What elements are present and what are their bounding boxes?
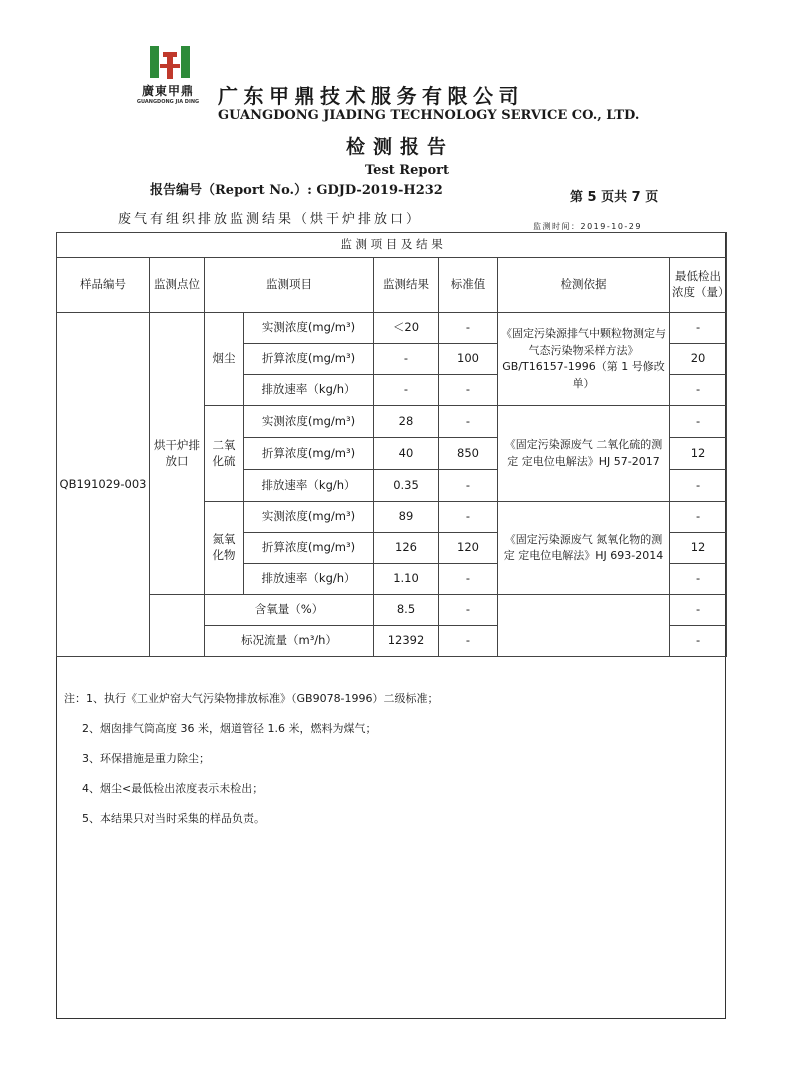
item-cell: 排放速率（kg/h）: [244, 470, 374, 502]
group-name-so2: 二氧化硫: [205, 406, 244, 502]
standard-cell: -: [439, 313, 498, 344]
header-result: 监测结果: [374, 258, 439, 313]
standard-cell: -: [439, 406, 498, 438]
limit-cell: -: [670, 502, 727, 533]
group-name-dust: 烟尘: [205, 313, 244, 406]
result-cell: 1.10: [374, 564, 439, 595]
sample-id-cell: QB191029-003: [57, 313, 150, 657]
limit-cell: -: [670, 313, 727, 344]
result-cell: -: [374, 375, 439, 406]
company-logo-icon: [148, 44, 192, 82]
result-cell: 40: [374, 438, 439, 470]
standard-cell: -: [439, 375, 498, 406]
group-name-nox: 氮氧化物: [205, 502, 244, 595]
company-name-chinese: 广东甲鼎技术服务有限公司: [218, 84, 524, 108]
limit-cell: 20: [670, 344, 727, 375]
notes-block: [64, 684, 439, 834]
report-number: 报告编号（Report No.）: GDJD-2019-H232: [150, 183, 443, 198]
standard-cell: 850: [439, 438, 498, 470]
item-cell: 折算浓度(mg/m³): [244, 344, 374, 375]
logo-chinese-text: 廣東甲鼎: [141, 84, 194, 98]
note-item: 5、本结果只对当时采集的样品负责。: [82, 812, 265, 825]
result-cell: 0.35: [374, 470, 439, 502]
result-cell: -: [374, 344, 439, 375]
item-cell: 折算浓度(mg/m³): [244, 438, 374, 470]
note-item: 4、烟尘<最低检出浓度表示未检出；: [82, 782, 264, 795]
note-item: 2、烟囱排气筒高度 36 米，烟道管径 1.6 米，燃料为煤气；: [82, 722, 377, 735]
item-cell: 排放速率（kg/h）: [244, 564, 374, 595]
item-cell: 实测浓度(mg/m³): [244, 313, 374, 344]
page-number: 第 5 页共 7 页: [570, 190, 659, 205]
limit-cell: -: [670, 406, 727, 438]
standard-cell: 100: [439, 344, 498, 375]
empty-point-cell: [150, 595, 205, 657]
point-cell: 烘干炉排放口: [150, 313, 205, 595]
standard-cell: -: [439, 470, 498, 502]
results-table: [56, 232, 730, 657]
empty-basis-cell: [498, 595, 670, 657]
note-item: 3、环保措施是重力除尘；: [82, 752, 210, 765]
standard-cell: 120: [439, 533, 498, 564]
table-row: [57, 595, 727, 626]
limit-cell: -: [670, 626, 727, 657]
header-item: 监测项目: [205, 258, 374, 313]
limit-cell: -: [670, 564, 727, 595]
header-sample-id: 样品编号: [57, 258, 150, 313]
limit-cell: -: [670, 595, 727, 626]
company-name-english: GUANGDONG JIADING TECHNOLOGY SERVICE CO., LTD.: [218, 108, 640, 123]
result-cell: 126: [374, 533, 439, 564]
header-point: 监测点位: [150, 258, 205, 313]
standard-cell: -: [439, 595, 498, 626]
table-row: [57, 313, 727, 344]
item-cell: 实测浓度(mg/m³): [244, 406, 374, 438]
table-section-title: 监 测 项 目 及 结 果: [57, 233, 727, 258]
result-cell: 89: [374, 502, 439, 533]
logo-english-text: GUANGDONG JIA DING: [136, 99, 200, 105]
result-cell: ＜20: [374, 313, 439, 344]
item-cell-oxygen: 含氧量（%）: [205, 595, 374, 626]
monitor-time: 监测时间：2019-10-29: [533, 222, 642, 231]
standard-cell: -: [439, 626, 498, 657]
result-cell: 8.5: [374, 595, 439, 626]
limit-cell: 12: [670, 438, 727, 470]
section-subtitle: 废气有组织排放监测结果（烘干炉排放口）: [118, 212, 423, 227]
note-item: 注：1、执行《工业炉窑大气污染物排放标准》（GB9078-1996）二级标准；: [64, 692, 439, 705]
result-cell: 12392: [374, 626, 439, 657]
header-standard: 标准值: [439, 258, 498, 313]
header-detection-limit: 最低检出浓度（量）: [670, 258, 727, 313]
standard-cell: -: [439, 564, 498, 595]
basis-cell-dust: 《固定污染源排气中颗粒物测定与气态污染物采样方法》GB/T16157-1996（第 1 号修改单）: [498, 313, 670, 406]
report-title-english: Test Report: [365, 163, 449, 178]
basis-cell-nox: 《固定污染源废气 氮氧化物的测定 定电位电解法》HJ 693-2014: [498, 502, 670, 595]
item-cell: 排放速率（kg/h）: [244, 375, 374, 406]
item-cell-flow: 标况流量（m³/h）: [205, 626, 374, 657]
header-basis: 检测依据: [498, 258, 670, 313]
basis-cell-so2: 《固定污染源废气 二氧化硫的测定 定电位电解法》HJ 57-2017: [498, 406, 670, 502]
limit-cell: -: [670, 470, 727, 502]
limit-cell: -: [670, 375, 727, 406]
item-cell: 折算浓度(mg/m³): [244, 533, 374, 564]
standard-cell: -: [439, 502, 498, 533]
item-cell: 实测浓度(mg/m³): [244, 502, 374, 533]
result-cell: 28: [374, 406, 439, 438]
limit-cell: 12: [670, 533, 727, 564]
report-title-chinese: 检测报告: [345, 136, 454, 158]
